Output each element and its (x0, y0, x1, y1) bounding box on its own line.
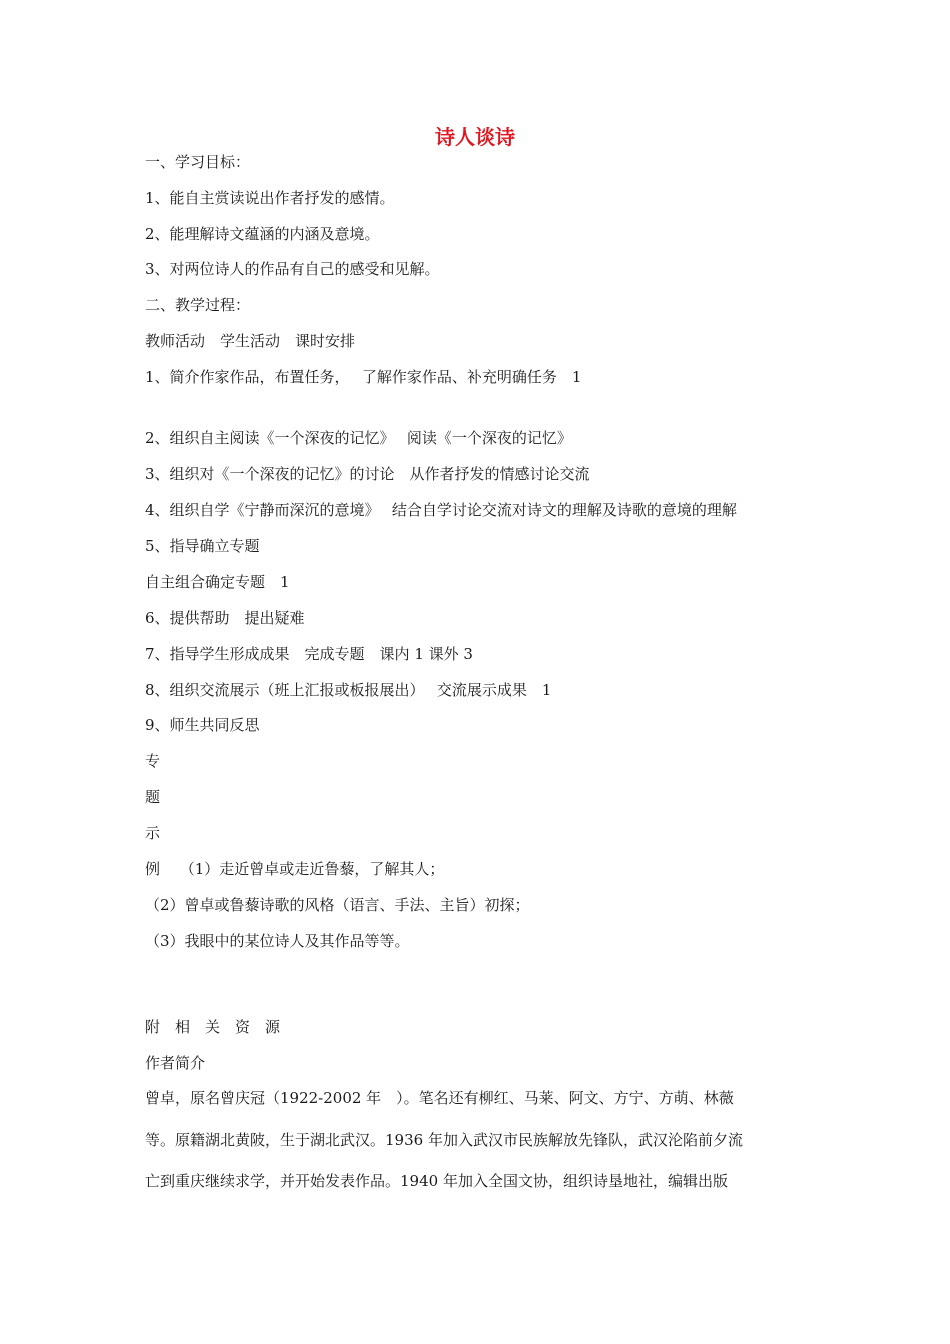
section-heading-objectives: 一、学习目标： (145, 153, 251, 171)
topic-example: （3）我眼中的某位诗人及其作品等等。 (145, 932, 410, 950)
process-table-header: 教师活动 学生活动 课时安排 (145, 332, 356, 350)
objective-item: 2、能理解诗文蕴涵的内涵及意境。 (145, 225, 380, 243)
objective-item: 3、对两位诗人的作品有自己的感受和见解。 (145, 260, 440, 278)
topic-example: （2）曾卓或鲁藜诗歌的风格（语言、手法、主旨）初探； (145, 896, 530, 914)
process-step: 3、组织对《一个深夜的记忆》的讨论 从作者抒发的情感讨论交流 (145, 465, 590, 483)
section-heading-resources: 附 相 关 资 源 (145, 1018, 281, 1036)
vertical-label-char: 专 (145, 752, 161, 770)
process-step: 5、指导确立专题 (145, 537, 260, 555)
paragraph-line: 等。原籍湖北黄陂，生于湖北武汉。1936 年加入武汉市民族解放先锋队，武汉沦陷前夕流 (145, 1131, 743, 1149)
vertical-label-char: 示 (145, 824, 161, 842)
process-step: 自主组合确定专题 1 (145, 573, 290, 591)
paragraph-line: 亡到重庆继续求学，并开始发表作品。1940 年加入全国文协，组织诗垦地社，编辑出版 (145, 1172, 728, 1190)
objective-item: 1、能自主赏读说出作者抒发的感情。 (145, 189, 395, 207)
process-step: 4、组织自学《宁静而深沉的意境》 结合自学讨论交流对诗文的理解及诗歌的意境的理解 (145, 501, 737, 519)
vertical-label-char: 题 (145, 788, 161, 806)
process-step: 9、师生共同反思 (145, 716, 260, 734)
section-heading-process: 二、教学过程： (145, 296, 251, 314)
process-step: 6、提供帮助 提出疑难 (145, 609, 305, 627)
process-step: 2、组织自主阅读《一个深夜的记忆》 阅读《一个深夜的记忆》 (145, 429, 572, 447)
process-step: 1、简介作家作品，布置任务， 了解作家作品、补充明确任务 1 (145, 368, 582, 386)
process-step: 8、组织交流展示（班上汇报或板报展出） 交流展示成果 1 (145, 681, 552, 699)
document-title: 诗人谈诗 (435, 125, 515, 149)
subheading-author-intro: 作者简介 (145, 1054, 206, 1072)
process-step: 7、指导学生形成成果 完成专题 课内 1 课外 3 (145, 645, 473, 663)
topic-example: 例 （1）走近曾卓或走近鲁藜，了解其人； (145, 860, 445, 878)
paragraph-line: 曾卓，原名曾庆冠（1922-2002 年 ）。笔名还有柳红、马莱、阿文、方宁、方萌、林薇 (145, 1089, 734, 1107)
